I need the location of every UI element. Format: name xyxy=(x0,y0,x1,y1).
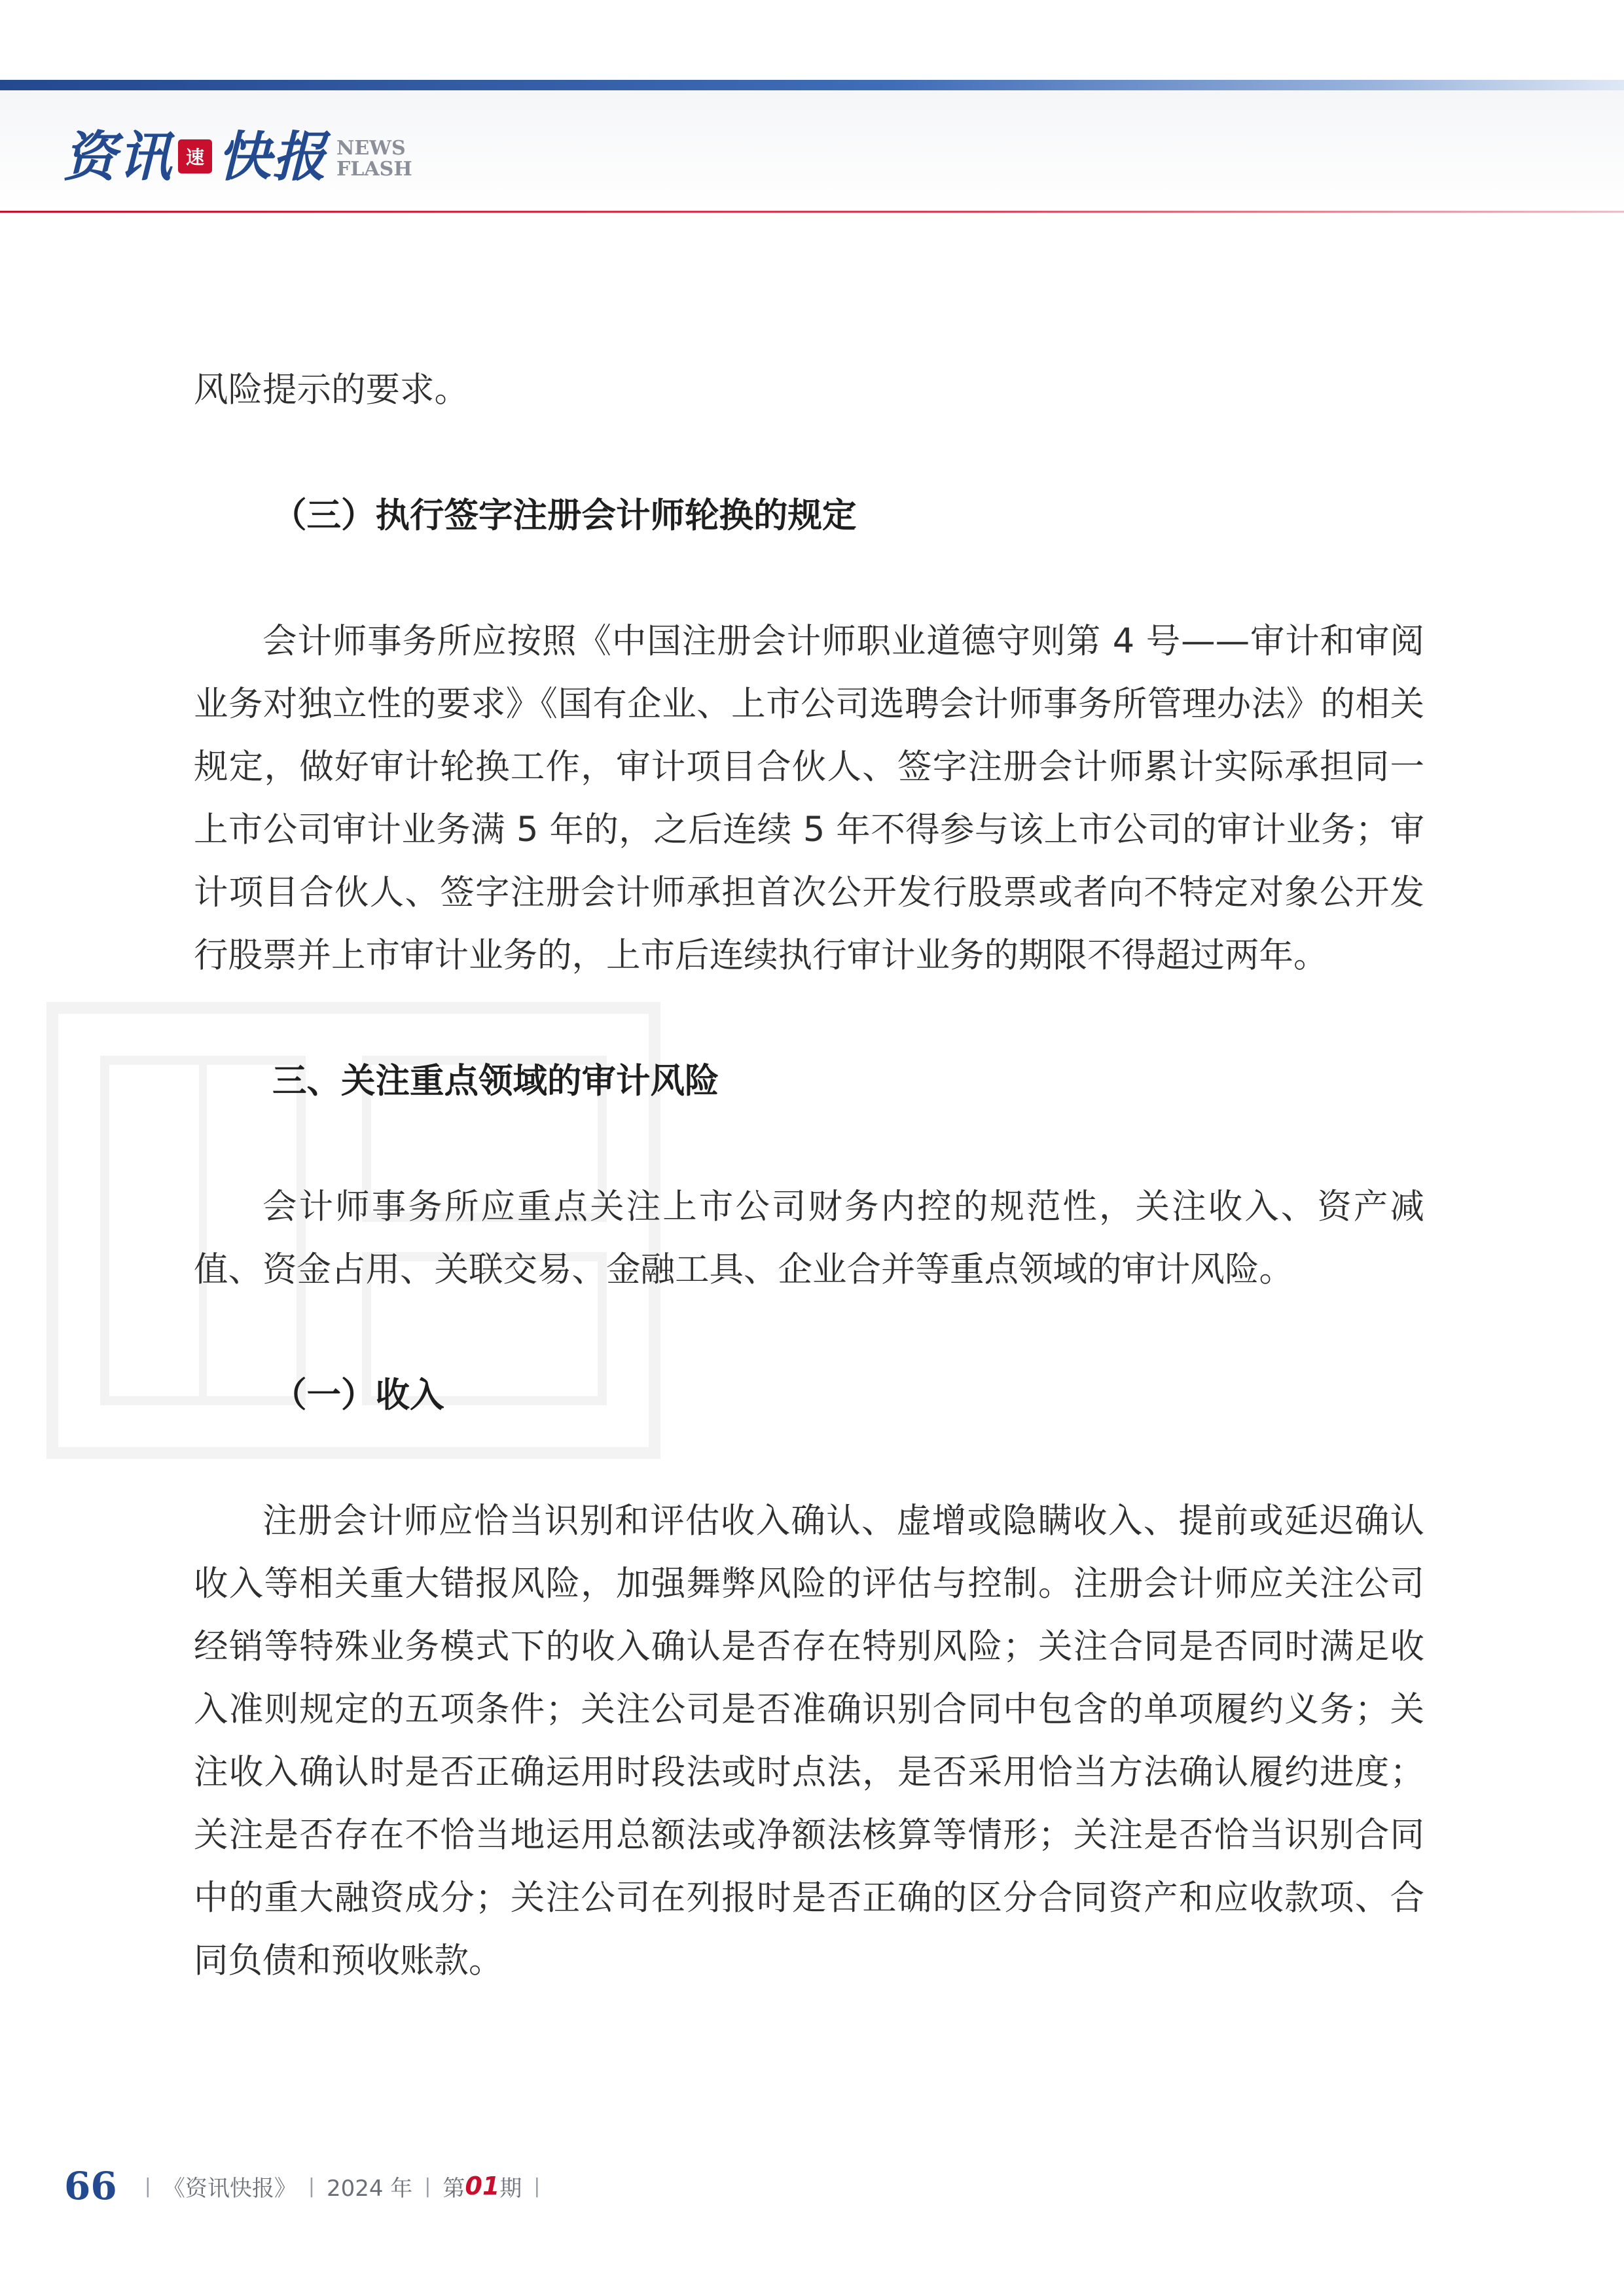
article-body xyxy=(194,359,1424,1992)
page-footer xyxy=(64,2160,552,2212)
paragraph-rotation-rules: 会计师事务所应按照《中国注册会计师职业道德守则第 4 号——审计和审阅业务对独立性的要求》《国有企业、上市公司选聘会计师事务所管理办法》的相关规定，做好审计轮换工作，审计项目合伙人、签字注册会计师累计实际承担同一上市公司审计业务满 5 年的，之后连续 5 年不得参与该上市公司的审计业务；审计项目合伙人、签字注册会计师承担首次公开发行股票或者向不特定对象公开发行股票并上市审计业务的，上市后连续执行审计业务的期限不得超过两年。 xyxy=(194,621,1424,975)
masthead-title-part2: 快报 xyxy=(217,125,327,188)
footer-separator: | xyxy=(424,2174,431,2198)
footer-separator: | xyxy=(308,2174,315,2198)
top-color-band xyxy=(0,80,1624,90)
footer-issue-suffix: 期 xyxy=(499,2175,522,2202)
footer-separator: | xyxy=(144,2174,151,2198)
masthead-logo xyxy=(63,117,412,188)
paragraph-continued: 风险提示的要求。 xyxy=(194,370,469,410)
masthead-title-part1: 资讯 xyxy=(63,125,173,188)
masthead-english-line1: NEWS xyxy=(336,137,406,160)
footer-issue-number: 01 xyxy=(465,2172,500,2200)
section-heading-key-areas: 三、关注重点领域的审计风险 xyxy=(272,1061,719,1101)
paragraph-key-areas: 会计师事务所应重点关注上市公司财务内控的规范性，关注收入、资产减值、资金占用、关联交易、金融工具、企业合并等重点领域的审计风险。 xyxy=(194,1187,1424,1289)
header-divider xyxy=(0,211,1624,213)
paragraph-revenue: 注册会计师应恰当识别和评估收入确认、虚增或隐瞒收入、提前或延迟确认收入等相关重大错报风险，加强舞弊风险的评估与控制。注册会计师应关注公司经销等特殊业务模式下的收入确认是否存在特别风险；关注合同是否同时满足收入准则规定的五项条件；关注公司是否准确识别合同中包含的单项履约义务；关注收入确认时是否正确运用时段法或时点法，是否采用恰当方法确认履约进度；关注是否存在不恰当地运用总额法或净额法核算等情形；关注是否恰当识别合同中的重大融资成分；关注公司在列报时是否正确的区分合同资产和应收款项、合同负债和预收账款。 xyxy=(194,1501,1424,1981)
subheading-revenue: （一）收入 xyxy=(272,1375,444,1415)
footer-publication: 《资讯快报》 xyxy=(162,2175,297,2202)
subheading-signing-cpa-rotation: （三）执行签字注册会计师轮换的规定 xyxy=(272,495,857,535)
masthead-english xyxy=(336,138,412,180)
seal-stamp-icon: 速 xyxy=(178,139,212,173)
page-number: 66 xyxy=(64,2164,117,2208)
footer-separator: | xyxy=(533,2174,541,2198)
masthead-english-line2: FLASH xyxy=(336,158,412,181)
footer-issue-prefix: 第 xyxy=(442,2175,465,2202)
footer-year: 2024 年 xyxy=(326,2175,413,2202)
